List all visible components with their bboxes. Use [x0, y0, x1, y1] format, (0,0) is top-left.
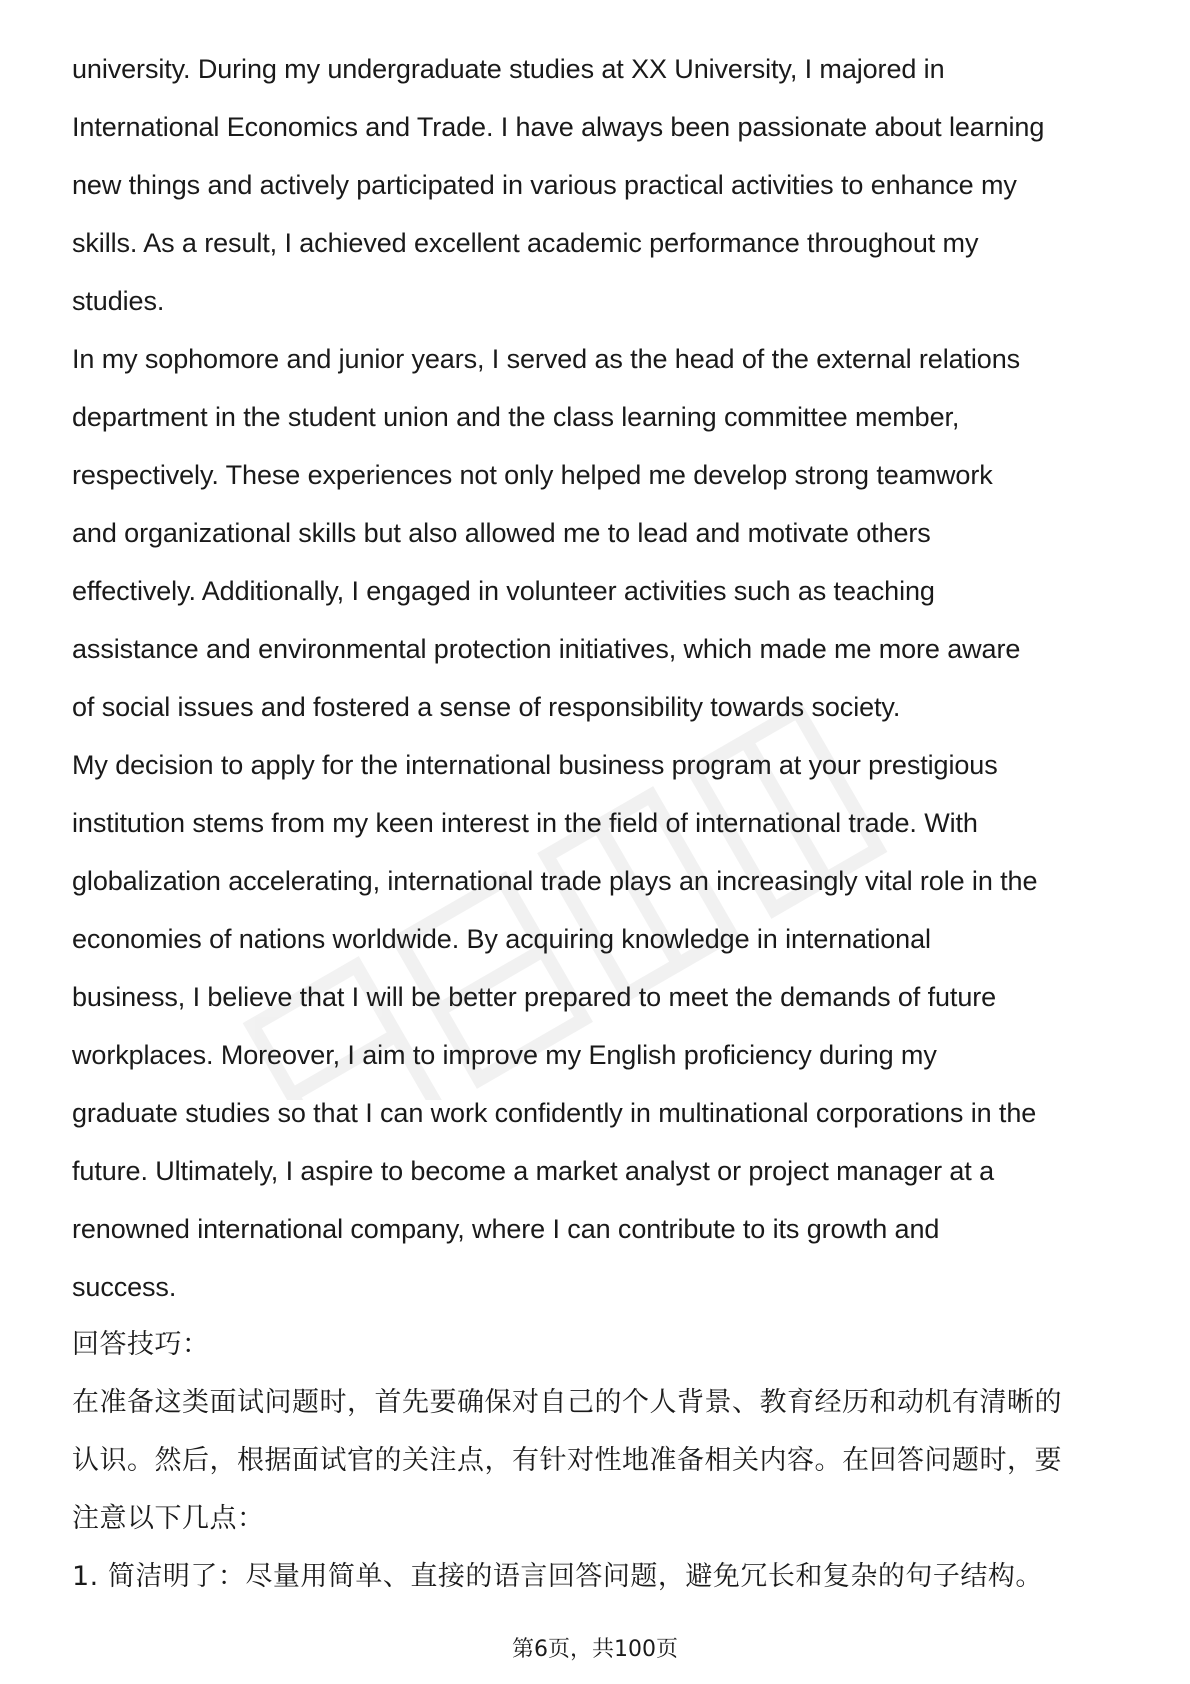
text-line: workplaces. Moreover, I aim to improve my English proficiency during my [72, 1040, 937, 1070]
text-line: university. During my undergraduate studies at XX University, I majored in [72, 54, 945, 84]
paragraph-motivation [72, 736, 1132, 1316]
page-number-footer: 第6页，共100页 [512, 1637, 678, 1662]
text-line: department in the student union and the class learning committee member, [72, 402, 960, 432]
text-line: assistance and environmental protection initiatives, which made me more aware [72, 634, 1021, 664]
paragraph-experience [72, 330, 1132, 736]
text-line: respectively. These experiences not only helped me develop strong teamwork [72, 460, 993, 490]
paragraph-tips [72, 1374, 1132, 1548]
text-line: new things and actively participated in various practical activities to enhance my [72, 170, 1017, 200]
text-line: graduate studies so that I can work confidently in multinational corporations in the [72, 1098, 1037, 1128]
text-line: 注意以下几点： [72, 1503, 265, 1534]
text-line: future. Ultimately, I aspire to become a market analyst or project manager at a [72, 1156, 995, 1186]
text-line: of social issues and fostered a sense of responsibility towards society. [72, 692, 901, 722]
text-line: My decision to apply for the international business program at your prestigious [72, 750, 998, 780]
text-line: and organizational skills but also allowed me to lead and motivate others [72, 518, 931, 548]
text-line: economies of nations worldwide. By acquiring knowledge in international [72, 924, 931, 954]
text-line: 认识。然后，根据面试官的关注点，有针对性地准备相关内容。在回答问题时，要 [72, 1445, 1062, 1476]
text-line: 在准备这类面试问题时，首先要确保对自己的个人背景、教育经历和动机有清晰的 [72, 1387, 1062, 1418]
paragraph-education [72, 40, 1132, 330]
text-line: business, I believe that I will be better prepared to meet the demands of future [72, 982, 997, 1012]
text-line: renowned international company, where I can contribute to its growth and [72, 1214, 940, 1244]
text-line: studies. [72, 286, 165, 316]
document-body [72, 40, 1132, 1606]
tip-item-1: 1. 简洁明了：尽量用简单、直接的语言回答问题，避免冗长和复杂的句子结构。 [72, 1561, 1043, 1592]
text-line: success. [72, 1272, 177, 1302]
text-line: skills. As a result, I achieved excellent academic performance throughout my [72, 228, 979, 258]
text-line: effectively. Additionally, I engaged in volunteer activities such as teaching [72, 576, 935, 606]
text-line: globalization accelerating, international trade plays an increasingly vital role in the [72, 866, 1038, 896]
text-line: In my sophomore and junior years, I served as the head of the external relations [72, 344, 1021, 374]
text-line: International Economics and Trade. I have always been passionate about learning [72, 112, 1045, 142]
tips-heading: 回答技巧： [72, 1329, 210, 1360]
text-line: institution stems from my keen interest in the field of international trade. With [72, 808, 978, 838]
